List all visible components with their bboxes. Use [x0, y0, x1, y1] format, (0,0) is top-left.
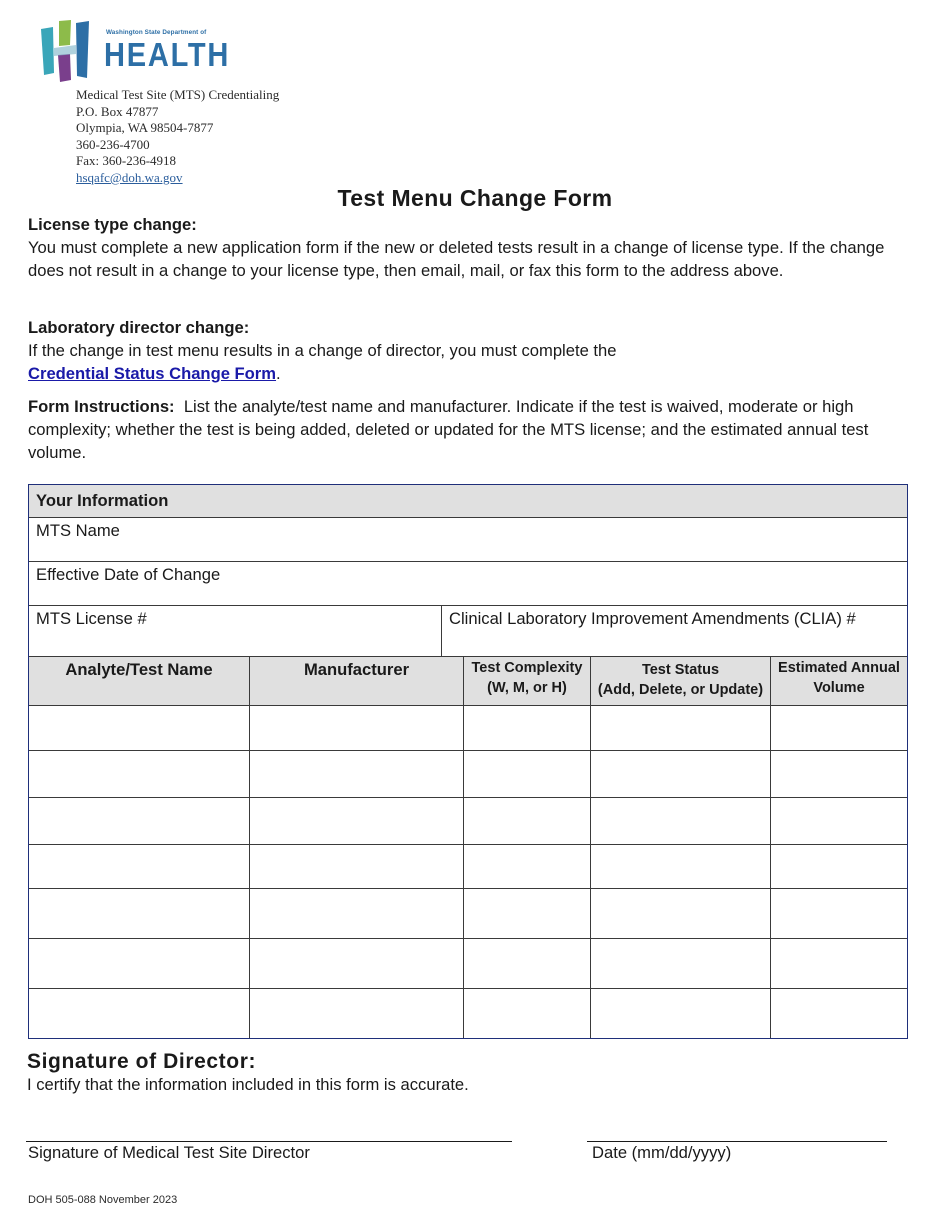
mts-name-field[interactable] [29, 518, 907, 562]
page-title: Test Menu Change Form [337, 185, 613, 211]
address-line1: Medical Test Site (MTS) Credentialing [76, 87, 280, 102]
license-change-heading: License type change: [28, 215, 197, 234]
col-status-label: Test Status [641, 662, 720, 678]
divider [29, 844, 907, 845]
logo-health-text: HEALTH [104, 36, 231, 73]
col-status-header [591, 657, 770, 705]
certify-text: I certify that the information included in this form is accurate. [27, 1075, 469, 1094]
col-status-sublabel: (Add, Delete, or Update) [597, 682, 764, 698]
logo-department-text: Washington State Department of [106, 29, 207, 36]
signature-title: Signature of Director: [27, 1050, 257, 1073]
test-menu-table [28, 484, 908, 1039]
address-fax: Fax: 360-236-4918 [76, 153, 177, 169]
col-analyte-label: Analyte/Test Name [65, 660, 213, 679]
col-volume-header [771, 657, 907, 705]
credential-status-link[interactable]: Credential Status Change Form [28, 364, 277, 383]
email-link[interactable]: hsqafc@doh.wa.gov [76, 169, 183, 185]
col-volume-label: Estimated Annual [778, 660, 900, 676]
col-manufacturer-header [250, 657, 463, 705]
divider [29, 705, 907, 706]
form-number-footer: DOH 505-088 November 2023 [28, 1194, 178, 1206]
clia-label: Clinical Laboratory Improvement Amendments (CLIA) # [449, 609, 856, 628]
instructions-heading: Form Instructions: [28, 397, 175, 416]
col-complexity-sublabel: (W, M, or H) [487, 680, 567, 696]
col-analyte-header [29, 657, 249, 705]
effective-date-field[interactable] [29, 562, 907, 606]
mts-name-label: MTS Name [36, 521, 120, 540]
signature-line[interactable] [26, 1141, 512, 1142]
address-line3: Olympia, WA 98504-7877 [76, 120, 214, 136]
instructions-section [28, 395, 920, 464]
divider [249, 657, 250, 1038]
health-logo-mark-icon [38, 18, 104, 84]
license-change-section [28, 213, 920, 282]
address-phone: 360-236-4700 [76, 136, 150, 152]
col-complexity-header [464, 657, 590, 705]
license-change-body: You must complete a new application form if the new or deleted tests result in a change of license type. If the change does not result in a change to your license type, then email, mail, or fax this form to the address above. [28, 238, 885, 280]
director-change-body: If the change in test menu results in a change of director, you must complete the [28, 341, 617, 360]
effective-date-label: Effective Date of Change [36, 565, 221, 584]
signature-label: Signature of Medical Test Site Director [28, 1143, 310, 1162]
your-information-header: Your Information [29, 485, 907, 518]
address-block [76, 87, 279, 187]
divider [29, 797, 907, 798]
director-change-heading: Laboratory director change: [28, 318, 250, 337]
date-label: Date (mm/dd/yyyy) [592, 1143, 732, 1162]
clia-field[interactable] [442, 606, 907, 657]
mts-license-label: MTS License # [36, 609, 147, 628]
mts-license-field[interactable] [29, 606, 441, 657]
col-complexity-label: Test Complexity [471, 660, 583, 676]
divider [463, 657, 464, 1038]
divider [29, 888, 907, 889]
divider [29, 750, 907, 751]
divider [590, 657, 591, 1038]
address-line2: P.O. Box 47877 [76, 103, 159, 119]
divider [770, 657, 771, 1038]
date-line[interactable] [587, 1141, 887, 1142]
divider [29, 938, 907, 939]
col-volume-sublabel: Volume [813, 680, 865, 696]
doh-logo [38, 18, 231, 86]
director-change-period: . [276, 364, 281, 383]
divider [441, 606, 442, 657]
col-manufacturer-label: Manufacturer [303, 660, 410, 679]
instructions-body: List the analyte/test name and manufacturer. Indicate if the test is waived, moderate or high complexity; whether the test is being added, deleted or updated for the MTS license; and the estimated annual test volume. [28, 397, 869, 462]
divider [29, 988, 907, 989]
director-change-section [28, 316, 920, 385]
